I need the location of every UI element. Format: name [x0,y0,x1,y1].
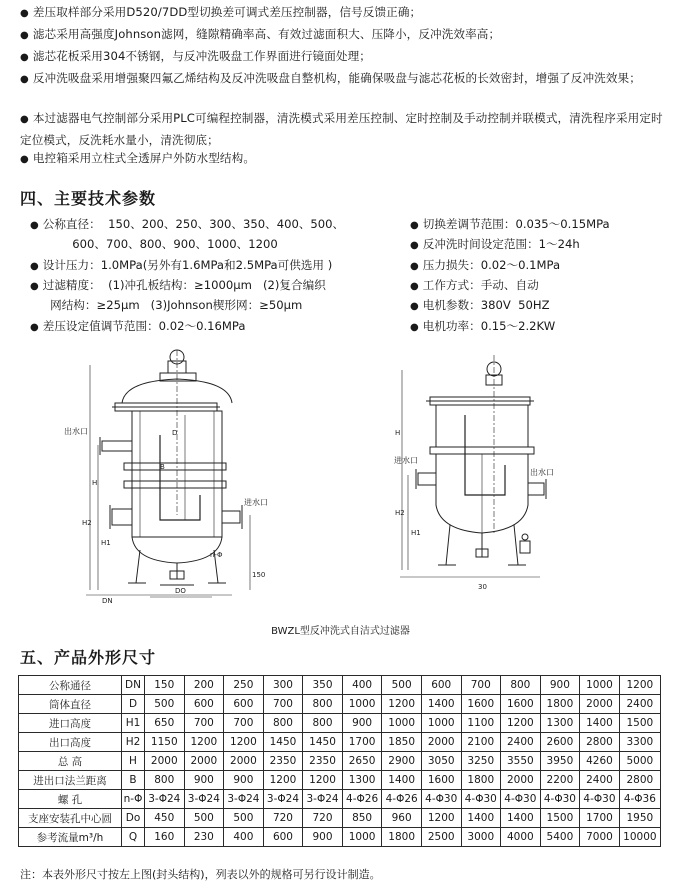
right-h1-label: H1 [411,529,421,537]
table-cell: 1400 [382,771,422,790]
left-filter-drawing [86,350,250,597]
table-cell: 500 [382,676,422,695]
param-left-3: ● 设计压力：1.0MPa(另外有1.6MPa和2.5MPa可供选用 ) [30,258,333,272]
table-cell: 1600 [461,695,501,714]
table-cell: 900 [224,771,264,790]
table-cell: 2200 [540,771,580,790]
feature-text: 电控箱采用立柱式全透屏户外防水型结构。 [32,151,256,165]
table-cell: 4-Φ26 [342,790,382,809]
table-cell: 1000 [382,714,422,733]
table-cell: 150 [145,676,185,695]
table-cell: 800 [145,771,185,790]
row-symbol: D [122,695,145,714]
table-cell: 4-Φ26 [382,790,422,809]
table-cell: 1100 [461,714,501,733]
table-row [19,771,661,790]
row-symbol: Do [122,809,145,828]
feature-text: 反冲洗吸盘采用增强聚四氟乙烯结构及反冲洗吸盘自整机构，能确保吸盘与滤芯花板的长效密封，增强了反冲洗效果； [32,71,641,85]
table-cell: 720 [263,809,303,828]
table-row [19,676,661,695]
table-cell: 1450 [263,733,303,752]
table-cell: 3550 [501,752,541,771]
left-b-label: B [160,463,165,471]
row-label: 筒体直径 [19,695,122,714]
table-cell: 3-Φ24 [184,790,224,809]
param-left-4: ● 过滤精度： (1)冲孔板结构：≥1000μm (2)复合编织 [30,278,326,292]
right-filter-drawing [400,355,546,577]
table-cell: 1600 [501,695,541,714]
table-cell: 1500 [619,714,660,733]
table-cell: 700 [184,714,224,733]
left-150-label: 150 [252,571,266,579]
feature-item-3: ● 滤芯花板采用304不锈钢，与反冲洗吸盘工作界面进行镜面处理； [20,49,371,63]
table-cell: 5400 [540,828,580,847]
table-cell: 900 [342,714,382,733]
table-cell: 3250 [461,752,501,771]
param-right-3: ● 压力损失：0.02～0.1MPa [410,258,561,272]
right-h-label: H [395,429,401,437]
table-cell: 1850 [382,733,422,752]
table-cell: 1000 [580,676,620,695]
table-cell: 1000 [421,714,461,733]
table-cell: 900 [540,676,580,695]
param-right-4: ● 工作方式：手动、自动 [410,278,539,292]
table-cell: 3050 [421,752,461,771]
table-cell: 2400 [580,771,620,790]
table-cell: 4-Φ30 [501,790,541,809]
feature-item-2: ● 滤芯采用高强度Johnson滤网，缝隙精确率高、有效过滤面积大、压降小，反冲洗效率高； [20,27,501,41]
filter-drawing [0,345,681,615]
table-cell: 4-Φ30 [421,790,461,809]
table-cell: 2400 [501,733,541,752]
table-cell: 3-Φ24 [224,790,264,809]
table-cell: 300 [263,676,303,695]
table-cell: 600 [224,695,264,714]
table-cell: 500 [184,809,224,828]
table-cell: 1200 [619,676,660,695]
table-cell: 1200 [224,733,264,752]
table-cell: 2800 [619,771,660,790]
left-do-label: DO [175,587,186,595]
table-cell: 700 [263,695,303,714]
table-cell: 850 [342,809,382,828]
table-cell: 800 [303,695,343,714]
table-cell: 800 [501,676,541,695]
row-symbol: B [122,771,145,790]
footnote: 注：本表外形尺寸按左上图(封头结构)，列表以外的规格可另行设计制造。 [20,868,381,881]
table-cell: 2000 [184,752,224,771]
feature-text: 滤芯采用高强度Johnson滤网，缝隙精确率高、有效过滤面积大、压降小，反冲洗效率高； [32,27,501,41]
table-cell: 500 [224,809,264,828]
param-left-2: 600、700、800、900、1000、1200 [42,237,278,251]
table-cell: 4000 [501,828,541,847]
table-cell: 1400 [501,809,541,828]
table-cell: 900 [303,828,343,847]
table-cell: 800 [263,714,303,733]
param-right-2: ● 反冲洗时间设定范围：1～24h [410,237,580,251]
right-30-label: 30 [478,583,487,591]
feature-item-1: ● 差压取样部分采用D520/7DD型切换差可调式差压控制器，信号反馈正确； [20,5,422,19]
table-cell: 3-Φ24 [303,790,343,809]
left-dn-label: DN [102,597,113,605]
table-row [19,695,661,714]
table-cell: 2800 [580,733,620,752]
row-label: 总 高 [19,752,122,771]
left-d-label: D [172,429,178,437]
table-cell: 1600 [421,771,461,790]
param-right-1: ● 切换差调节范围：0.035～0.15MPa [410,217,610,231]
table-cell: 450 [145,809,185,828]
table-cell: 1000 [342,695,382,714]
table-cell: 4260 [580,752,620,771]
left-nphi-label: n-Φ [210,551,223,559]
table-cell: 2000 [224,752,264,771]
param-right-5: ● 电机参数：380V 50HZ [410,298,550,312]
table-cell: 5000 [619,752,660,771]
table-cell: 200 [184,676,224,695]
table-cell: 160 [145,828,185,847]
table-cell: 1200 [421,809,461,828]
row-label: 进出口法兰距离 [19,771,122,790]
row-symbol: H1 [122,714,145,733]
table-cell: 2400 [619,695,660,714]
right-h2-label: H2 [395,509,405,517]
table-row [19,714,661,733]
feature-item-5: ● 本过滤器电气控制部分采用PLC可编程控制器，清洗模式采用差压控制、定时控制及手动控制并联模式，清洗程序采用定时定位模式，反洗耗水量小，清洗彻底； [20,111,663,147]
table-cell: 1200 [303,771,343,790]
table-cell: 2000 [501,771,541,790]
left-inlet-label: 进水口 [244,498,268,507]
table-cell: 4-Φ36 [619,790,660,809]
table-cell: 10000 [619,828,660,847]
table-cell: 1800 [382,828,422,847]
table-cell: 600 [184,695,224,714]
table-row [19,828,661,847]
table-cell: 1300 [540,714,580,733]
table-row [19,752,661,771]
row-label: 公称通径 [19,676,122,695]
table-cell: 4-Φ30 [580,790,620,809]
table-cell: 2000 [145,752,185,771]
table-cell: 1800 [461,771,501,790]
table-cell: 1450 [303,733,343,752]
section-title-params: 四、主要技术参数 [20,189,157,208]
table-cell: 3-Φ24 [145,790,185,809]
table-cell: 1200 [382,695,422,714]
table-cell: 2600 [540,733,580,752]
table-cell: 3-Φ24 [263,790,303,809]
table-cell: 600 [421,676,461,695]
table-cell: 1950 [619,809,660,828]
table-cell: 400 [224,828,264,847]
row-symbol: Q [122,828,145,847]
table-cell: 1400 [580,714,620,733]
table-cell: 3300 [619,733,660,752]
feature-text: 差压取样部分采用D520/7DD型切换差可调式差压控制器，信号反馈正确； [32,5,422,19]
left-h2-label: H2 [82,519,92,527]
table-cell: 800 [303,714,343,733]
table-cell: 1800 [540,695,580,714]
table-cell: 1400 [421,695,461,714]
table-cell: 1200 [184,733,224,752]
table-cell: 2900 [382,752,422,771]
row-label: 进口高度 [19,714,122,733]
left-h-label: H [92,479,98,487]
row-symbol: H [122,752,145,771]
table-cell: 7000 [580,828,620,847]
table-cell: 250 [224,676,264,695]
left-outlet-label: 出水口 [64,427,88,436]
table-cell: 1700 [580,809,620,828]
table-cell: 4-Φ30 [461,790,501,809]
table-row [19,733,661,752]
table-cell: 2500 [421,828,461,847]
table-cell: 3000 [461,828,501,847]
left-h1-label: H1 [101,539,111,547]
table-cell: 700 [461,676,501,695]
table-cell: 2000 [580,695,620,714]
table-cell: 1500 [540,809,580,828]
table-cell: 1400 [461,809,501,828]
table-cell: 400 [342,676,382,695]
row-label: 支座安装孔中心圆 [19,809,122,828]
section-title-dims: 五、产品外形尺寸 [20,648,157,667]
table-row [19,790,661,809]
right-inlet-label: 进水口 [394,456,418,465]
table-cell: 600 [263,828,303,847]
row-symbol: H2 [122,733,145,752]
param-left-5: 网结构：≥25μm (3)Johnson楔形网：≥50μm [42,298,303,312]
table-cell: 1150 [145,733,185,752]
table-cell: 4-Φ30 [540,790,580,809]
table-cell: 650 [145,714,185,733]
table-cell: 3950 [540,752,580,771]
table-row [19,809,661,828]
dimensions-table [18,675,661,847]
table-cell: 2350 [303,752,343,771]
row-label: 参考流量m³/h [19,828,122,847]
table-cell: 1200 [501,714,541,733]
table-cell: 720 [303,809,343,828]
feature-text: 本过滤器电气控制部分采用PLC可编程控制器，清洗模式采用差压控制、定时控制及手动控制并联模式，清洗程序采用定时定位模式，反洗耗水量小，清洗彻底； [20,111,663,147]
table-cell: 1300 [342,771,382,790]
feature-item-4: ● 反冲洗吸盘采用增强聚四氟乙烯结构及反冲洗吸盘自整机构，能确保吸盘与滤芯花板的长效密封，增强了反冲洗效果； [20,71,641,85]
table-cell: 1000 [342,828,382,847]
row-symbol: DN [122,676,145,695]
table-cell: 1200 [263,771,303,790]
table-cell: 2350 [263,752,303,771]
param-left-1: ● 公称直径： 150、200、250、300、350、400、500、 [30,217,345,231]
table-cell: 700 [224,714,264,733]
row-label: 出口高度 [19,733,122,752]
drawing-caption: BWZL型反冲洗式自洁式过滤器 [271,626,410,637]
table-cell: 230 [184,828,224,847]
feature-text: 滤芯花板采用304不锈钢，与反冲洗吸盘工作界面进行镜面处理； [32,49,371,63]
table-cell: 900 [184,771,224,790]
table-cell: 2650 [342,752,382,771]
table-cell: 2100 [461,733,501,752]
table-cell: 960 [382,809,422,828]
param-left-6: ● 差压设定值调节范围：0.02～0.16MPa [30,319,246,333]
right-outlet-label: 出水口 [530,468,554,477]
feature-item-6: ● 电控箱采用立柱式全透屏户外防水型结构。 [20,151,256,165]
row-symbol: n-Φ [122,790,145,809]
table-cell: 350 [303,676,343,695]
param-right-6: ● 电机功率：0.15～2.2KW [410,319,556,333]
table-cell: 500 [145,695,185,714]
row-label: 螺 孔 [19,790,122,809]
table-cell: 2000 [421,733,461,752]
table-cell: 1700 [342,733,382,752]
